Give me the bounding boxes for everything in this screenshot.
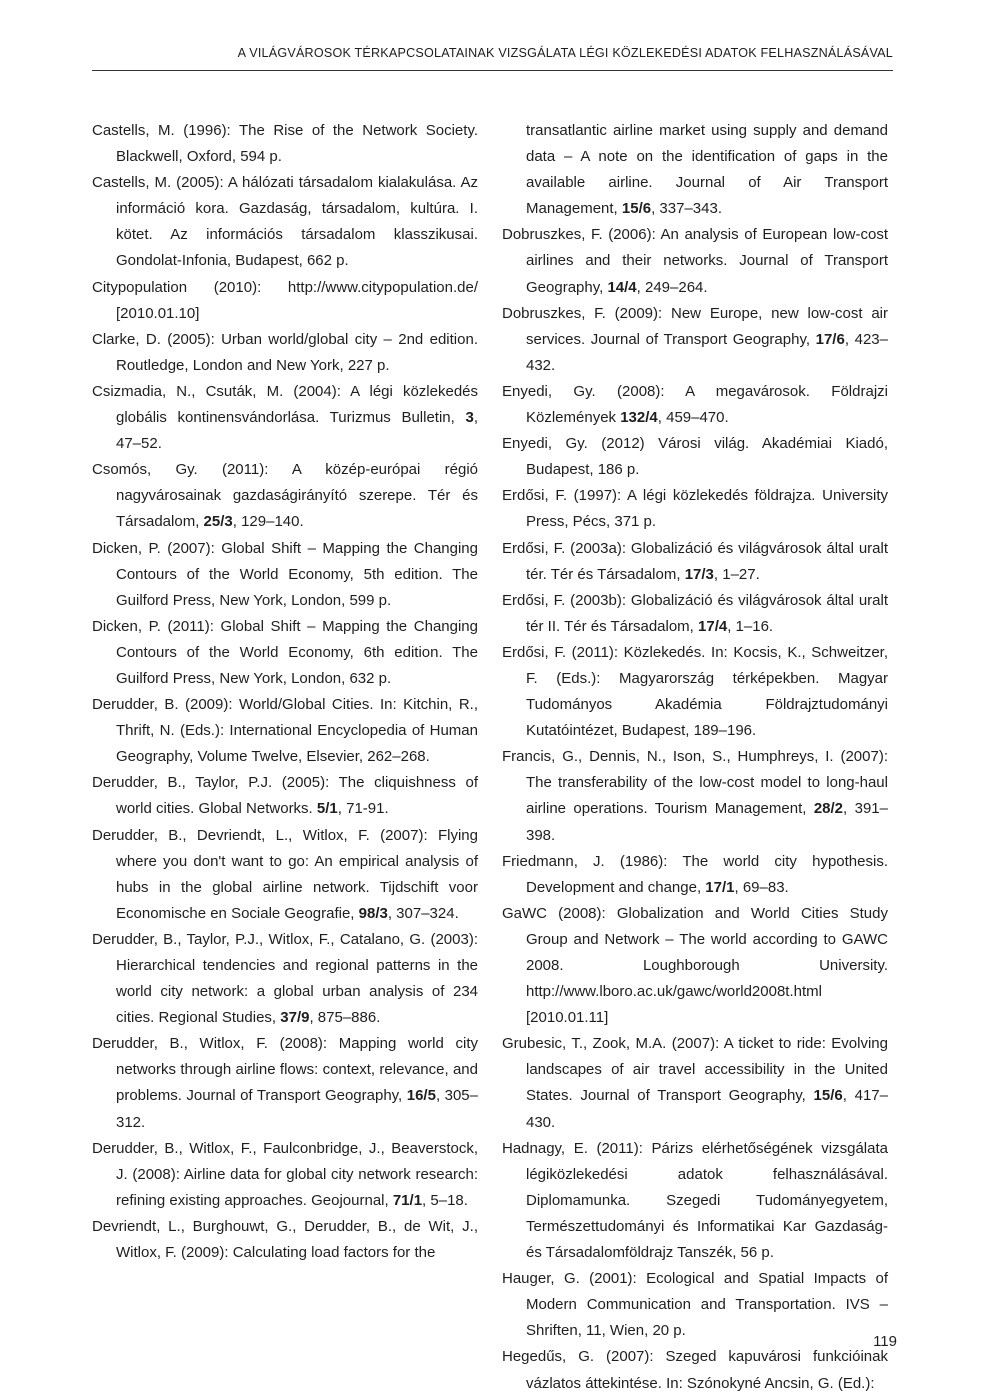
reference-text: Dicken, P. (2007): Global Shift – Mapping the Changing Contours of the World Economy, 5th edition. The Guilford Press, New York, London, 599 p. [92, 539, 478, 609]
reference-pages: , 69–83. [734, 878, 789, 896]
reference-volume: 15/6 [813, 1087, 843, 1105]
reference-text: Hauger, G. (2001): Ecological and Spatial Impacts of Modern Communication and Transportation. IVS – Shriften, 11, Wien, 20 p. [502, 1270, 888, 1340]
reference-entry [502, 1031, 888, 1135]
reference-entry [92, 327, 478, 379]
reference-text: Erdősi, F. (2003b): Globalizáció és világvárosok által uralt tér II. Tér és Társadalom, [502, 591, 888, 635]
running-header: A VILÁGVÁROSOK TÉRKAPCSOLATAINAK VIZSGÁLATA LÉGI KÖZLEKEDÉSI ADATOK FELHASZNÁLÁSÁVAL [237, 46, 893, 60]
reference-volume: 3 [465, 409, 474, 427]
reference-pages: , 305–312. [116, 1087, 478, 1131]
page-number: 119 [873, 1333, 897, 1350]
reference-text: GaWC (2008): Globalization and World Cities Study Group and Network – The world according to GAWC 2008. Loughborough University. http://www.lboro.ac.uk/gawc/world2008t.html [2010.01.11] [502, 904, 888, 1027]
reference-entry [502, 301, 888, 379]
reference-entry [92, 275, 478, 327]
reference-text: Citypopulation (2010): http://www.citypopulation.de/ [2010.01.10] [92, 278, 478, 322]
reference-entry [92, 927, 478, 1031]
reference-entry [502, 588, 888, 640]
reference-text: Castells, M. (1996): The Rise of the Network Society. Blackwell, Oxford, 594 p. [92, 122, 478, 166]
reference-pages: , 459–470. [657, 409, 729, 427]
reference-volume: 17/1 [705, 878, 735, 896]
reference-text: Francis, G., Dennis, N., Ison, S., Humphreys, I. (2007): The transferability of the low-cost model to long-haul airline operations. Tourism Management, [502, 748, 888, 818]
reference-volume: 5/1 [316, 800, 338, 818]
reference-entry [92, 1136, 478, 1214]
reference-pages: , 5–18. [422, 1191, 468, 1209]
reference-entry [502, 1266, 888, 1344]
reference-text: Dicken, P. (2011): Global Shift – Mapping the Changing Contours of the World Economy, 6th edition. The Guilford Press, New York, London, 632 p. [92, 617, 478, 687]
reference-pages: , 423–432. [526, 330, 888, 374]
reference-pages: , 307–324. [387, 904, 459, 922]
reference-pages: , 249–264. [636, 278, 708, 296]
reference-text: transatlantic airline market using supply and demand data – A note on the identification of gaps in the available airline. Journal of Air Transport Management, [526, 122, 888, 218]
reference-entry [92, 379, 478, 457]
reference-text: Hegedűs, G. (2007): Szeged kapuvárosi funkcióinak vázlatos áttekintése. In: Szónokyné Ancsin, G. (Ed.): [502, 1348, 888, 1392]
reference-entry [502, 222, 888, 300]
reference-volume: 17/3 [684, 565, 714, 583]
reference-entry [502, 431, 888, 483]
reference-entry [92, 823, 478, 927]
reference-entry [502, 640, 888, 744]
reference-pages: , 337–343. [651, 200, 722, 218]
reference-text: Csomós, Gy. (2011): A közép-európai régió nagyvárosainak gazdaságirányító szerepe. Tér és Társadalom, [92, 461, 478, 531]
reference-volume: 15/6 [621, 200, 652, 218]
reference-pages: , 47–52. [116, 409, 478, 453]
reference-text: Erdősi, F. (2011): Közlekedés. In: Kocsis, K., Schweitzer, F. (Eds.): Magyarország térképekben. Magyar Tudományos Akadémia Földrajztudományi Kutatóintézet, Budapest, 189–196. [502, 643, 888, 740]
reference-volume: 17/6 [815, 330, 845, 348]
reference-text: Derudder, B., Devriendt, L., Witlox, F. (2007): Flying where you don't want to go: An empirical analysis of hubs in the global airline network. Tijdschift voor Economische en Sociale Geografie, [92, 826, 478, 922]
reference-column-right [502, 118, 888, 1397]
reference-text: Grubesic, T., Zook, M.A. (2007): A ticket to ride: Evolving landscapes of air travel accessibility in the United States. Journal of Transport Geography, [502, 1035, 888, 1105]
reference-pages: , 71-91. [337, 800, 389, 818]
reference-entry [92, 614, 478, 692]
reference-entry [502, 118, 888, 222]
reference-volume: 98/3 [358, 904, 388, 922]
reference-text: Enyedi, Gy. (2008): A megavárosok. Földrajzi Közlemények [502, 382, 888, 427]
reference-volume: 132/4 [620, 409, 658, 427]
reference-entry [92, 1031, 478, 1135]
reference-text: Derudder, B., Taylor, P.J., Witlox, F., Catalano, G. (2003): Hierarchical tendencies and regional patterns in the world city network: a global urban analysis of 234 cities. Regional Studies, [92, 930, 478, 1027]
reference-text: Friedmann, J. (1986): The world city hypothesis. Development and change, [502, 852, 888, 896]
reference-pages: , 1–27. [713, 565, 760, 583]
reference-entry [502, 1344, 888, 1396]
reference-text: Enyedi, Gy. (2012) Városi világ. Akadémiai Kiadó, Budapest, 186 p. [502, 435, 888, 479]
reference-pages: , 417–430. [526, 1087, 888, 1131]
reference-entry [92, 118, 478, 170]
header-rule [92, 70, 893, 71]
reference-volume: 14/4 [607, 278, 637, 296]
reference-entry [502, 744, 888, 848]
reference-text: Erdősi, F. (2003a): Globalizáció és világvárosok által uralt tér. Tér és Társadalom, [502, 539, 888, 583]
reference-text: Hadnagy, E. (2011): Párizs elérhetőségének vizsgálata légiközlekedési adatok felhasználásával. Diplomamunka. Szegedi Tudományegyetem, Természettudományi és Informatikai Kar Gazdaság- és Társadalomföldrajz Tanszék, 56 p. [502, 1139, 888, 1262]
reference-pages: , 391–398. [526, 800, 888, 844]
reference-entry [92, 692, 478, 770]
reference-text: Derudder, B., Taylor, P.J. (2005): The cliquishness of world cities. Global Networks. [92, 774, 478, 818]
reference-text: Derudder, B. (2009): World/Global Cities. In: Kitchin, R., Thrift, N. (Eds.): International Encyclopedia of Human Geography, Volume Twelve, Elsevier, 262–268. [92, 696, 478, 766]
reference-volume: 25/3 [203, 513, 233, 531]
reference-text: Dobruszkes, F. (2009): New Europe, new low-cost air services. Journal of Transport Geography, [502, 304, 888, 348]
reference-entry [502, 536, 888, 588]
reference-entry [92, 457, 478, 535]
reference-entry [502, 901, 888, 1031]
reference-column-left [92, 118, 478, 1266]
reference-entry [502, 379, 888, 431]
reference-text: Erdősi, F. (1997): A légi közlekedés földrajza. University Press, Pécs, 371 p. [502, 487, 888, 531]
reference-text: Csizmadia, N., Csuták, M. (2004): A légi közlekedés globális kontinensvándorlása. Turizmus Bulletin, [92, 382, 478, 427]
reference-pages: , 1–16. [727, 617, 774, 635]
reference-entry [502, 849, 888, 901]
reference-pages: , 129–140. [232, 513, 304, 531]
reference-entry [92, 770, 478, 822]
reference-entry [92, 1214, 478, 1266]
reference-text: Dobruszkes, F. (2006): An analysis of European low-cost airlines and their networks. Journal of Transport Geography, [502, 226, 888, 296]
reference-volume: 37/9 [280, 1009, 310, 1027]
reference-entry [502, 483, 888, 535]
reference-text: Devriendt, L., Burghouwt, G., Derudder, B., de Wit, J., Witlox, F. (2009): Calculating load factors for the [92, 1217, 478, 1262]
reference-text: Derudder, B., Witlox, F., Faulconbridge, J., Beaverstock, J. (2008): Airline data for global city network research: refining existing approaches. Geojournal, [92, 1139, 478, 1209]
reference-text: Castells, M. (2005): A hálózati társadalom kialakulása. Az információ kora. Gazdaság, társadalom, kultúra. I. kötet. Az információs társadalom klasszikusai. Gondolat-Infonia, Budapest, 662 p. [92, 174, 478, 270]
reference-volume: 16/5 [406, 1087, 436, 1105]
reference-entry [92, 170, 478, 274]
reference-volume: 71/1 [392, 1191, 423, 1209]
reference-text: Clarke, D. (2005): Urban world/global city – 2nd edition. Routledge, London and New York, 227 p. [92, 330, 478, 374]
reference-volume: 17/4 [698, 617, 728, 635]
reference-pages: , 875–886. [309, 1009, 381, 1027]
reference-volume: 28/2 [813, 800, 844, 818]
reference-entry [502, 1136, 888, 1266]
reference-entry [92, 536, 478, 614]
reference-text: Derudder, B., Witlox, F. (2008): Mapping world city networks through airline flows: context, relevance, and problems. Journal of Transport Geography, [92, 1035, 478, 1105]
